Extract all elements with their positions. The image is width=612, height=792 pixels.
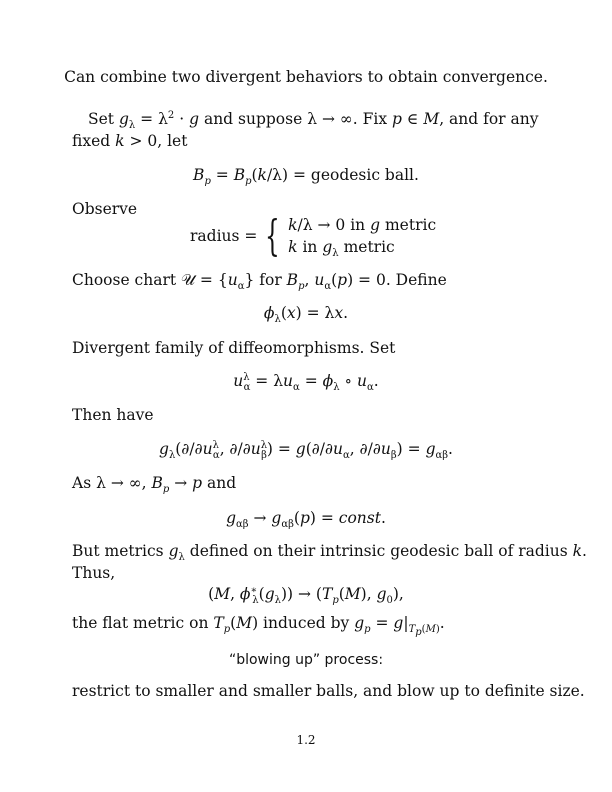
set-line: Set $g_\lambda = \lambda^2 \cdot g$ and suppose λ → ∞. Fix p ∈ M, and for any (88, 109, 539, 132)
then-line: Then have (72, 406, 154, 424)
thus-line: Thus, (72, 564, 116, 582)
ball-equation: $B_p = B_p(k/\lambda)$ = geodesic ball. (193, 166, 419, 188)
but-line: But metrics $g_\lambda$ defined on their intrinsic geodesic ball of radius k. (72, 542, 587, 564)
divergent-line: Divergent family of diffeomorphisms. Set (72, 339, 396, 357)
observe-line: Observe (72, 200, 138, 218)
restrict-line: restrict to smaller and smaller balls, and blow up to definite size. (72, 682, 585, 700)
u-lambda-equation: $u^\lambda_\alpha = \lambda u_\alpha = \phi_\lambda$ ∘ $u_\alpha$. (233, 371, 379, 394)
brace-icon: { (265, 211, 281, 260)
convergence-equation: (M, $\phi^∗_\lambda(g_\lambda)) \to (T_p(M)$, $g_0$), (208, 584, 404, 607)
flat-metric-line: the flat metric on $T_p(M)$ induced by $g_p = g|_{T_p(M)}$. (72, 614, 445, 639)
intro-line: Can combine two divergent behaviors to obtain convergence. (64, 68, 548, 86)
page-number: 1.2 (296, 733, 316, 747)
radius-cases: radius = { k/λ → 0 in g metric k in $g_\lambda$ metric (190, 211, 437, 260)
as-line: As λ → ∞, $B_p \to p$ and (72, 474, 237, 496)
const-equation: $g_{\alpha\beta} \to g_{\alpha\beta}(p)$ = const. (226, 509, 386, 531)
blowing-up-heading: “blowing up” process: (228, 652, 384, 668)
metric-equation: $g_\lambda(\partial/\partial u^\lambda_\alpha$, $\partial/\partial u^\lambda_\beta) = g(\partial/\partial u_\alpha$, $\partial/\partial u_\beta) = g_{\alpha\beta}$. (159, 439, 453, 462)
fixed-line: fixed k > 0, let (72, 132, 188, 150)
chart-line: Choose chart 𝒰 = $\{u_\alpha\}$ for $B_p$, $u_\alpha(p) = 0$. Define (72, 271, 447, 293)
phi-equation: $\phi_\lambda(x) = \lambda x$. (263, 304, 349, 326)
